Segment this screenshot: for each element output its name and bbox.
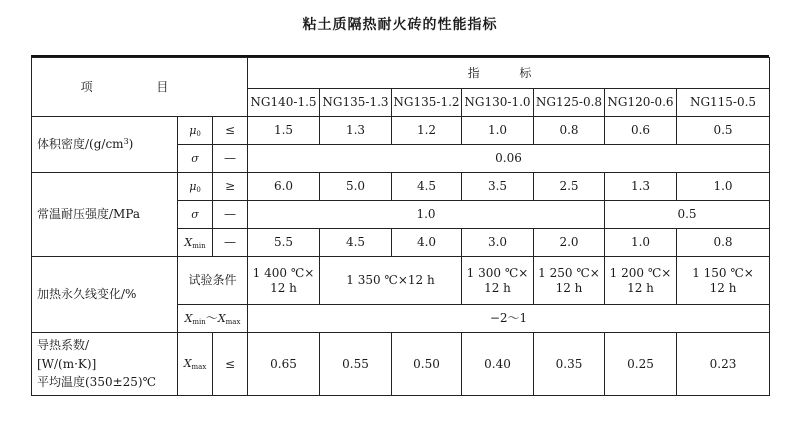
grade-header: NG120-0.6 — [605, 89, 677, 117]
strength-value: 2.5 — [534, 173, 605, 201]
strength-xmin-symbol: $X_{min}$ — [178, 229, 213, 257]
density-value: 1.5 — [248, 117, 320, 145]
conductivity-value: 0.50 — [392, 333, 462, 396]
density-label: 体积密度$/(g/cm^3)$ — [32, 117, 178, 173]
density-value: 0.5 — [677, 117, 770, 145]
test-condition: 1 400 ℃× 12 h — [248, 257, 320, 305]
range-symbol: $X_{min}\sim X_{max}$ — [178, 305, 248, 333]
conductivity-value: 0.25 — [605, 333, 677, 396]
density-mu-operator: ≤ — [213, 117, 248, 145]
density-value: 1.3 — [320, 117, 392, 145]
density-sigma-symbol: σ — [178, 145, 213, 173]
test-condition: 1 250 ℃× 12 h — [534, 257, 605, 305]
grade-header: NG115-0.5 — [677, 89, 770, 117]
strength-sigma-symbol: σ — [178, 201, 213, 229]
strength-mu-operator: ≥ — [213, 173, 248, 201]
strength-value: 6.0 — [248, 173, 320, 201]
conductivity-label: 导热系数/ [W/(m·K)] 平均温度(350±25)℃ — [32, 333, 178, 396]
table-title: 粘土质隔热耐火砖的性能指标 — [302, 17, 498, 33]
header-item: 项 目 — [32, 58, 248, 117]
properties-table — [31, 57, 770, 396]
grade-header: NG135-1.3 — [320, 89, 392, 117]
density-mu-symbol: $\mu_0$ — [178, 117, 213, 145]
density-value: 0.8 — [534, 117, 605, 145]
header-indicator: 指 标 — [248, 58, 770, 89]
strength-value: 3.5 — [462, 173, 534, 201]
strength-value: 1.0 — [677, 173, 770, 201]
strength-value: 4.5 — [392, 173, 462, 201]
grade-header: NG130-1.0 — [462, 89, 534, 117]
strength-xmin-operator: — — [213, 229, 248, 257]
grade-header: NG140-1.5 — [248, 89, 320, 117]
grade-header: NG125-0.8 — [534, 89, 605, 117]
strength-xmin-value: 2.0 — [534, 229, 605, 257]
conductivity-value: 0.55 — [320, 333, 392, 396]
strength-xmin-value: 4.0 — [392, 229, 462, 257]
strength-sigma-operator: — — [213, 201, 248, 229]
density-value: 0.6 — [605, 117, 677, 145]
shrinkage-label: 加热永久线变化/% — [32, 257, 178, 333]
conductivity-value: 0.40 — [462, 333, 534, 396]
test-condition: 1 300 ℃× 12 h — [462, 257, 534, 305]
strength-xmin-value: 5.5 — [248, 229, 320, 257]
strength-value: 5.0 — [320, 173, 392, 201]
strength-mu-symbol: $\mu_0$ — [178, 173, 213, 201]
strength-xmin-value: 4.5 — [320, 229, 392, 257]
strength-xmin-value: 1.0 — [605, 229, 677, 257]
conductivity-value: 0.65 — [248, 333, 320, 396]
conductivity-value: 0.23 — [677, 333, 770, 396]
strength-xmin-value: 3.0 — [462, 229, 534, 257]
strength-label: 常温耐压强度/MPa — [32, 173, 178, 257]
test-condition: 1 200 ℃× 12 h — [605, 257, 677, 305]
conductivity-value: 0.35 — [534, 333, 605, 396]
grade-header: NG135-1.2 — [392, 89, 462, 117]
test-condition: 1 150 ℃× 12 h — [677, 257, 770, 305]
density-sigma-operator: — — [213, 145, 248, 173]
density-sigma-value: 0.06 — [248, 145, 770, 173]
strength-value: 1.3 — [605, 173, 677, 201]
conductivity-operator: ≤ — [213, 333, 248, 396]
strength-xmin-value: 0.8 — [677, 229, 770, 257]
strength-sigma-value: 0.5 — [605, 201, 770, 229]
shrinkage-range-value: −2～1 — [248, 305, 770, 333]
test-condition: 1 350 ℃×12 h — [320, 257, 462, 305]
density-value: 1.2 — [392, 117, 462, 145]
conductivity-xmax-symbol: $X_{max}$ — [178, 333, 213, 396]
strength-sigma-value: 1.0 — [248, 201, 605, 229]
test-condition-label: 试验条件 — [178, 257, 248, 305]
density-value: 1.0 — [462, 117, 534, 145]
